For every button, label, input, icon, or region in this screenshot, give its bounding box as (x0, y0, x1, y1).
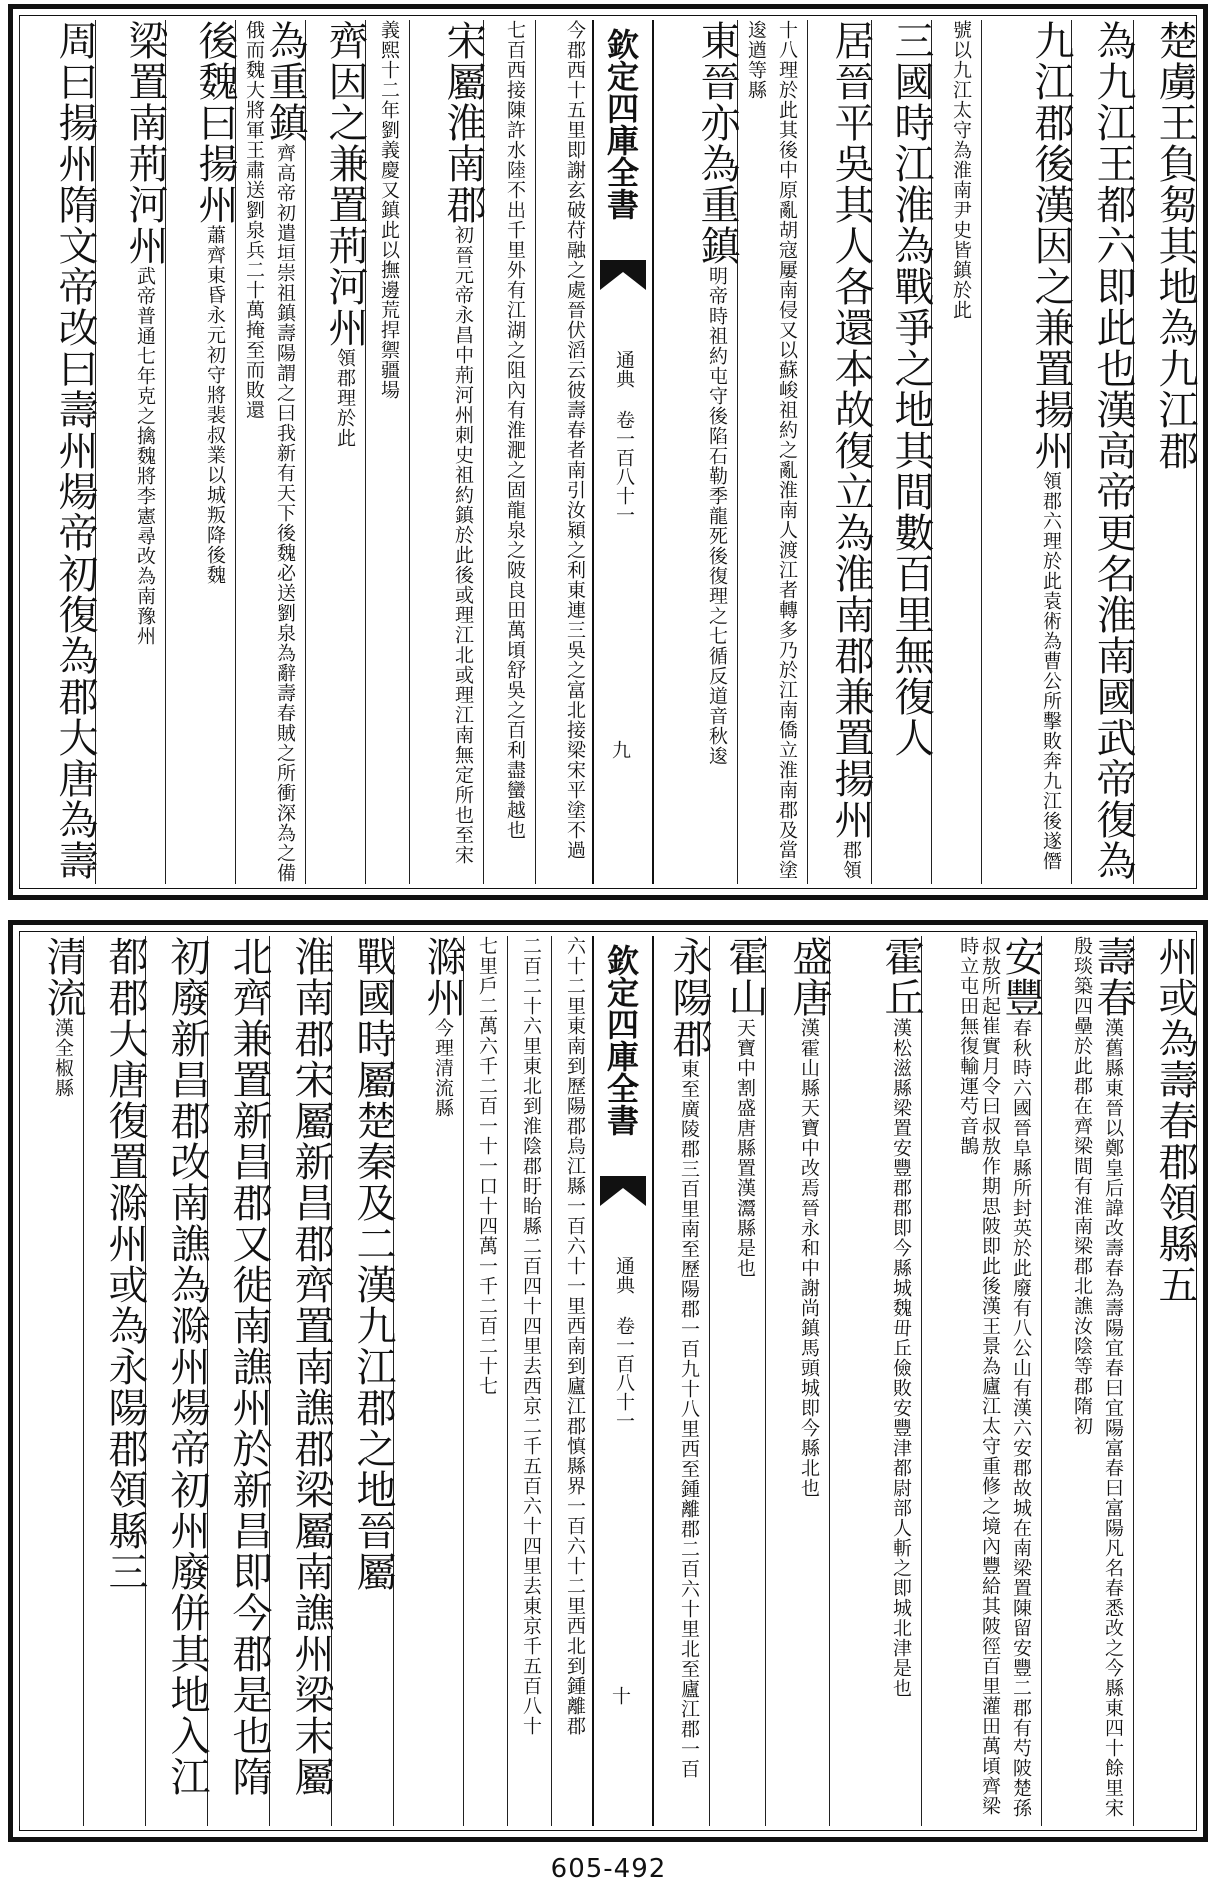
text-column: 安豐春秋時六國晉阜縣所封英於此廢有八公山有漢六安郡故城在南梁置陳留安豐二郡有芍陂楚孫叔敖所起崔實月令曰叔敖作期思陂即此後漢王景為廬江太守重修之境內豐給其陂徑百里灌田萬頃齊梁時立屯田無復輸運芍音鵲 (921, 936, 1042, 1826)
text-column: 七百西接陳許水陸不出千里外有江湖之阻內有淮淝之固龍泉之陂良田萬頃舒吳之百利盡蠻越也 (483, 20, 536, 884)
text-column: 九江郡後漢因之兼置揚州領郡六理於此袁術為曹公所擊敗奔九江後遂僭 (981, 20, 1072, 884)
spine-column (592, 20, 654, 884)
text-column: 東晉亦為重鎮明帝時祖約屯守後陷石勒季龍死後復理之七循反道音秋逡 (653, 20, 738, 884)
text-column: 楚虜王負芻其地為九江郡 (1133, 20, 1196, 884)
bottom-page-panel (8, 920, 1208, 1842)
spine-note: 通典 卷一百八十一 (613, 350, 635, 524)
text-column: 壽春漢舊縣東晉以鄭皇后諱改壽春為壽陽宜春曰宜陽富春曰富陽凡名春悉改之今縣東四十餘里宋殷琰築四壘於此郡在齊梁間有淮南梁郡北譙汝陰等郡隋初 (1041, 936, 1134, 1826)
text-column: 宋屬淮南郡初晉元帝永昌中荊河州刺史祖約鎮於此後或理江北或理江南無定所也至宋 (409, 20, 484, 884)
text-column: 義熙十二年劉義慶又鎮此以撫邊荒捍禦疆場 (365, 20, 410, 884)
text-column: 永陽郡東至廣陵郡三百里南至歷陽郡一百九十八里西至鍾離郡二百六十里北至廬江郡一百 (653, 936, 710, 1826)
page-number: 605-492 (550, 1854, 667, 1884)
text-column: 號以九江太守為淮南尹史皆鎮於此 (931, 20, 982, 884)
spine-page: 九 (609, 740, 631, 759)
text-column: 滁州今理清流縣 (393, 936, 464, 1826)
text-column: 都郡大唐復置滁州或為永陽郡領縣三 (83, 936, 146, 1826)
spine-column (592, 936, 654, 1826)
text-column: 三國時江淮為戰爭之地其間數百里無復人 (871, 20, 932, 884)
text-column: 二百二十六里東北到淮陰郡盱眙縣二百四十四里去西京二千五百六十四里去東京千五百八十 (507, 936, 552, 1826)
text-column: 十八理於此其後中原亂胡寇屢南侵又以蘇峻祖約之亂淮南人渡江者轉多乃於江南僑立淮南郡及當塗逡遒等縣 (737, 20, 808, 884)
text-column: 北齊兼置新昌郡又徙南譙州於新昌即今郡是也隋 (207, 936, 270, 1826)
text-column: 梁置南荊河州武帝普通七年克之擒魏將李憲尋改為南豫州 (95, 20, 166, 884)
fish-tail-mark-icon (600, 260, 646, 290)
text-column: 戰國時屬楚秦及二漢九江郡之地晉屬 (331, 936, 394, 1826)
text-column: 為重鎮齊高帝初遣垣崇祖鎮壽陽謂之曰我新有天下後魏必送劉泉為辭壽春賊之所衝深為之備俄而魏大將軍王肅送劉泉兵二十萬掩至而敗還 (235, 20, 306, 884)
spine-page: 十 (609, 1686, 631, 1705)
text-column: 初廢新昌郡改南譙為滁州煬帝初州廢併其地入江 (145, 936, 208, 1826)
text-column: 今郡西十五里即謝玄破苻融之處晉伏滔云彼壽春者南引汝潁之利東連三吳之富北接梁宋平塗不過 (535, 20, 596, 884)
text-column: 州或為壽春郡領縣五 (1133, 936, 1196, 1826)
text-column: 盛唐漢霍山縣天寶中改焉晉永和中謝尚鎮馬頭城即今縣北也 (765, 936, 830, 1826)
spine-note: 通典 卷一百八十一 (613, 1256, 635, 1430)
text-column: 為九江王都六即此也漢高帝更名淮南國武帝復為 (1071, 20, 1134, 884)
text-column: 淮南郡宋屬新昌郡齊置南譙郡梁屬南譙州梁末屬 (269, 936, 332, 1826)
spine-title: 欽定四庫全書 (602, 28, 640, 220)
top-text-frame (19, 15, 1197, 889)
text-column: 霍山天寶中割盛唐縣置漢灊縣是也 (709, 936, 766, 1826)
text-column: 居晉平吳其人各還本故復立為淮南郡兼置揚州郡領 (807, 20, 872, 884)
bottom-text-frame (19, 931, 1197, 1831)
text-column: 霍丘漢松滋縣梁置安豐郡郡即今縣城魏毌丘儉敗安豐津都尉部人斬之即城北津是也 (829, 936, 922, 1826)
text-column: 齊因之兼置荊河州領郡理於此 (305, 20, 366, 884)
text-column: 周曰揚州隋文帝改曰壽州煬帝初復為郡大唐為壽 (19, 20, 96, 884)
text-column: 清流漢全椒縣 (19, 936, 84, 1826)
top-page-panel (8, 4, 1208, 900)
text-column: 六十二里東南到歷陽郡烏江縣一百六十一里西南到廬江郡慎縣界一百六十二里西北到鍾離郡 (551, 936, 596, 1826)
text-column: 七里戶二萬六千二百一十一口十四萬一千二百二十七 (463, 936, 508, 1826)
text-column: 後魏曰揚州蕭齊東昏永元初守將裴叔業以城叛降後魏 (165, 20, 236, 884)
fish-tail-mark-icon (600, 1176, 646, 1206)
spine-title: 欽定四庫全書 (602, 944, 640, 1136)
